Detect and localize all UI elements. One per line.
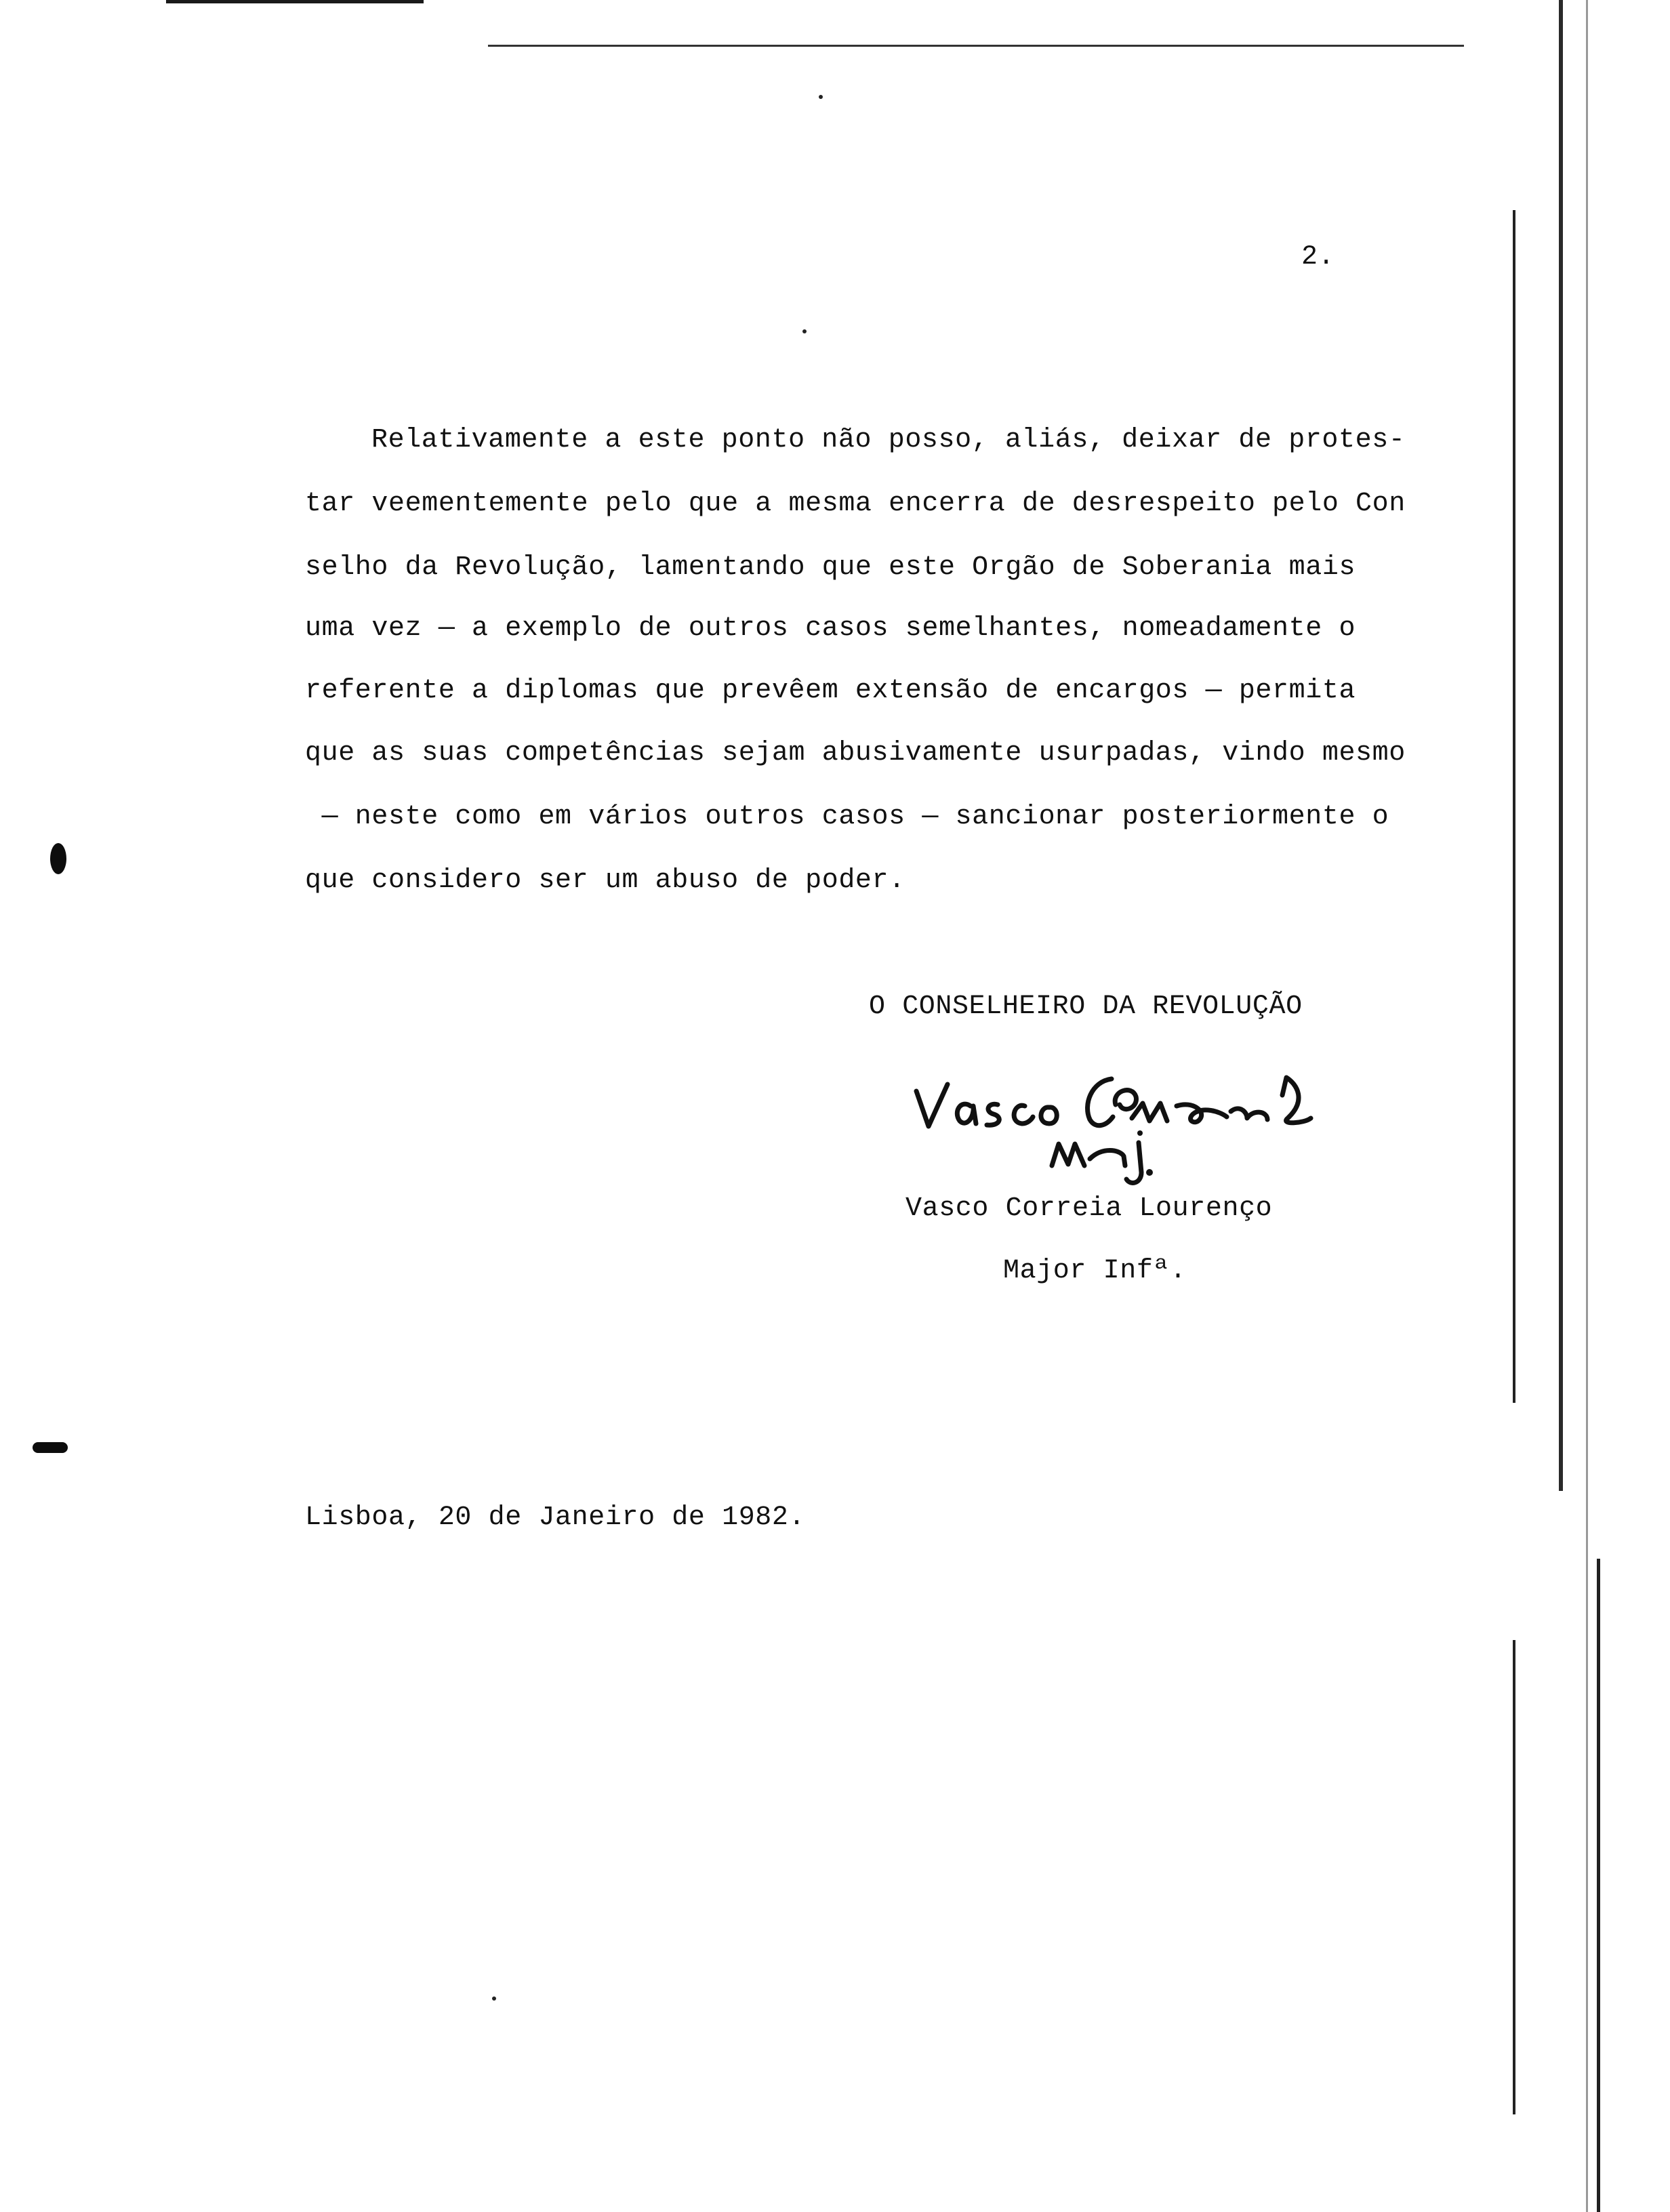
body-line: tar veementemente pelo que a mesma encerra de desrespeito pelo Con [305,489,1406,519]
body-line: uma vez — a exemplo de outros casos semelhantes, nomeadamente o [305,613,1356,644]
body-line: — neste como em vários outros casos — sancionar posteriormente o [305,802,1389,832]
scan-speck [802,329,807,333]
signatory-name: Vasco Correia Lourenço [905,1193,1273,1224]
body-line: referente a diplomas que prevêem extensão de encargos — permita [305,676,1356,706]
scan-edge-mark [166,0,424,3]
scan-right-edge [1597,1559,1600,2212]
scan-right-edge [1513,210,1515,1403]
closing-title: O CONSELHEIRO DA REVOLUÇÃO [869,991,1303,1022]
scan-header-rule [488,45,1464,47]
page-number: 2. [1301,242,1335,272]
signatory-rank: Major Infª. [1003,1256,1187,1286]
handwritten-signature [908,1064,1342,1200]
scan-right-edge [1559,0,1563,1491]
body-line: Relativamente a este ponto não posso, aliás, deixar de protes- [371,425,1406,455]
place-date: Lisboa, 20 de Janeiro de 1982. [305,1502,806,1533]
scan-speck [492,1996,496,2001]
scan-right-edge [1586,0,1588,2212]
punch-hole-mark [50,843,66,874]
scan-speck [819,95,823,99]
body-line: selho da Revolução, lamentando que este Orgão de Soberania mais [305,552,1356,583]
body-line: que as suas competências sejam abusivamente usurpadas, vindo mesmo [305,738,1406,769]
punch-hole-mark [33,1442,68,1453]
body-line: que considero ser um abuso de poder. [305,865,905,896]
scan-right-edge [1513,1640,1515,2114]
